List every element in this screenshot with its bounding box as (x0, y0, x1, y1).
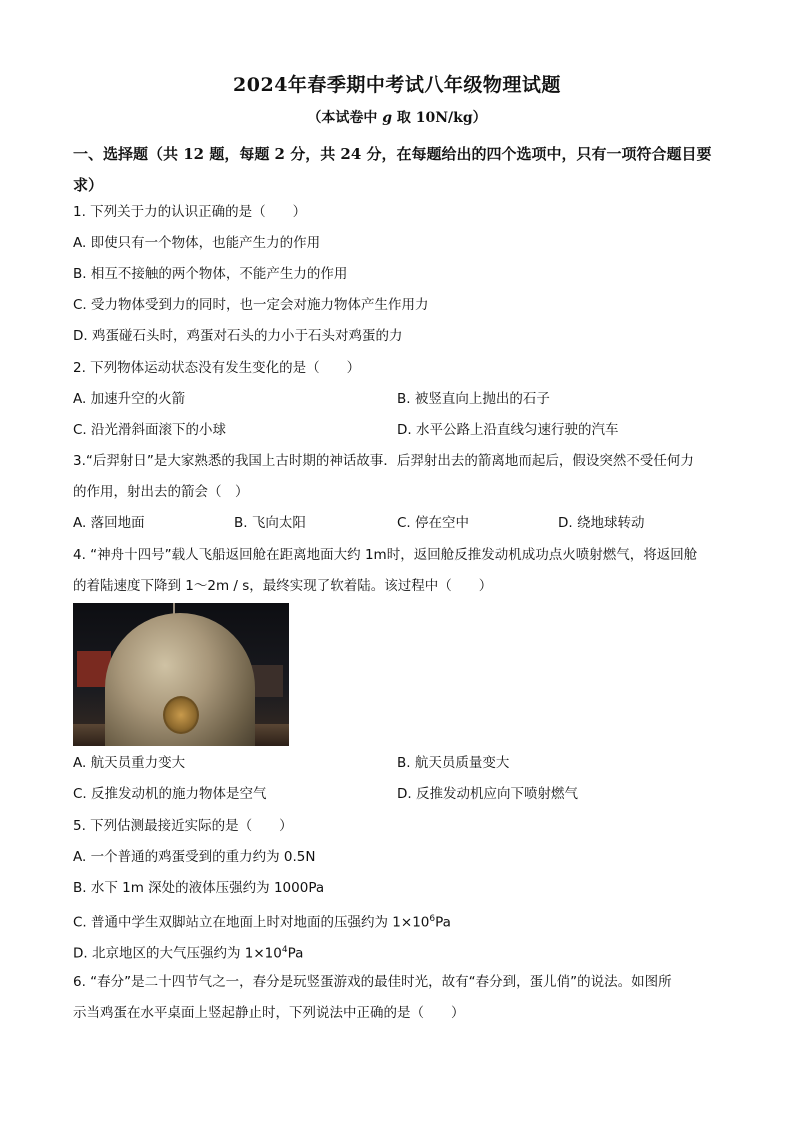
section-heading: 一、选择题（共 12 题，每题 2 分，共 24 分，在每题给出的四个选项中，只有一项符合题目要求） (73, 145, 712, 194)
q5-option-c: C. 普通中学生双脚站立在地面上时对地面的压强约为 $1\times 10^6Pa$ (73, 914, 451, 931)
q4-option-c: C. 反推发动机的施力物体是空气 (73, 786, 267, 802)
q1-option-b: B. 相互不接触的两个物体，不能产生力的作用 (73, 266, 348, 282)
q3-option-b: B. 飞向太阳 (234, 515, 306, 531)
q3-option-c: C. 停在空中 (397, 515, 470, 531)
q4-stem-line1: 4. “神舟十四号”载人飞船返回舱在距离地面大约 1m时，返回舱反推发动机成功点火喷射燃气，将返回舱 (73, 547, 698, 563)
q1-stem: 1. 下列关于力的认识正确的是（ ） (73, 204, 307, 220)
q1-option-d: D. 鸡蛋碰石头时，鸡蛋对石头的力小于石头对鸡蛋的力 (73, 328, 403, 344)
q1-option-c: C. 受力物体受到力的同时，也一定会对施力物体产生作用力 (73, 297, 429, 313)
q5-stem: 5. 下列估测最接近实际的是（ ） (73, 818, 293, 834)
q4-stem-line2: 的着陆速度下降到 1～2m / s，最终实现了软着陆。该过程中（ ） (73, 578, 493, 594)
q3-option-a: A. 落回地面 (73, 515, 145, 531)
q6-stem-line2: 示当鸡蛋在水平桌面上竖起静止时，下列说法中正确的是（ ） (73, 1005, 465, 1021)
page-title: 2024年春季期中考试八年级物理试题 (233, 74, 561, 96)
q5-option-b: B. 水下 1m 深处的液体压强约为 1000Pa (73, 880, 325, 896)
q2-option-a: A. 加速升空的火箭 (73, 391, 186, 407)
q2-option-c: C. 沿光滑斜面滚下的小球 (73, 422, 227, 438)
q6-stem-line1: 6. “春分”是二十四节气之一，春分是玩竖蛋游戏的最佳时光，故有“春分到，蛋儿俏”的说法。如图所 (73, 974, 672, 990)
capsule-hatch-shape (163, 696, 199, 734)
q2-stem: 2. 下列物体运动状态没有发生变化的是（ ） (73, 360, 361, 376)
q4-option-d: D. 反推发动机应向下喷射燃气 (397, 786, 578, 802)
q2-option-d: D. 水平公路上沿直线匀速行驶的汽车 (397, 422, 619, 438)
q2-option-b: B. 被竖直向上抛出的石子 (397, 391, 550, 407)
q1-option-a: A. 即使只有一个物体，也能产生力的作用 (73, 235, 321, 251)
q4-option-a: A. 航天员重力变大 (73, 755, 186, 771)
q3-stem-line2: 的作用，射出去的箭会（ ） (73, 484, 249, 500)
page-subtitle: （本试卷中 g 取 10N/kg） (307, 110, 487, 126)
q3-option-d: D. 绕地球转动 (558, 515, 645, 531)
q3-stem-line1: 3.“后羿射日”是大家熟悉的我国上古时期的神话故事．后羿射出去的箭离地而起后，假设突然不受任何力 (73, 453, 694, 469)
reentry-capsule-photo (73, 603, 289, 746)
q5-option-a: A. 一个普通的鸡蛋受到的重力约为 0.5N (73, 849, 316, 865)
q4-option-b: B. 航天员质量变大 (397, 755, 510, 771)
q5-option-d: D. 北京地区的大气压强约为 $1\times 10^4Pa$ (73, 945, 304, 962)
